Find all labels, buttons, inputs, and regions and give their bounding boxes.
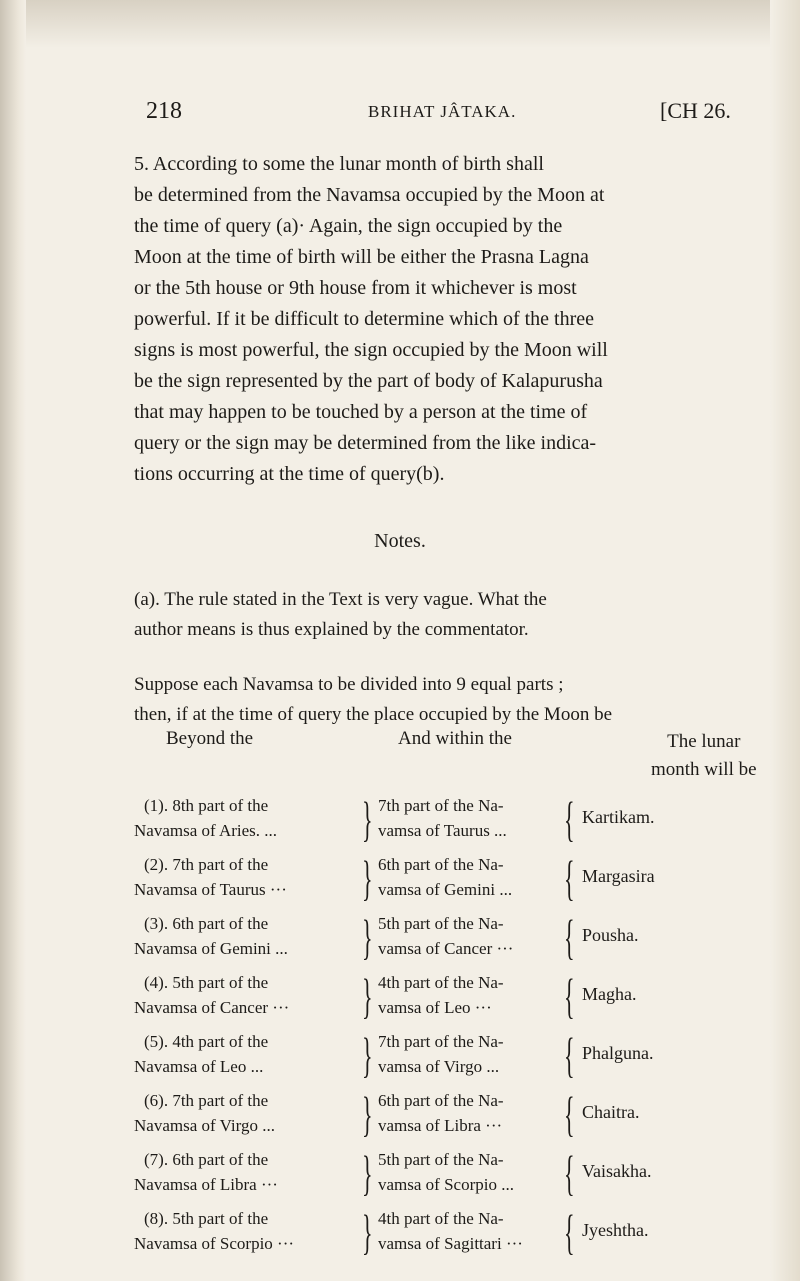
column-header-line: month will be: [651, 759, 757, 780]
within-line: 6th part of the Na-: [378, 855, 504, 874]
month-cell: Magha.: [582, 984, 637, 1004]
brace-icon: }: [362, 1204, 373, 1260]
brace-icon: }: [362, 1145, 373, 1201]
note-a: [134, 585, 754, 645]
table-row: [134, 852, 774, 910]
brace-icon: {: [564, 850, 575, 906]
beyond-line: (7). 6th part of the: [144, 1150, 269, 1169]
brace-icon: }: [362, 968, 373, 1024]
brace-icon: {: [564, 1086, 575, 1142]
beyond-cell: [134, 793, 359, 843]
page-shadow-right: [770, 0, 800, 1281]
within-line: 6th part of the Na-: [378, 1091, 504, 1110]
month-cell: Chaitra.: [582, 1102, 640, 1122]
brace-icon: {: [564, 909, 575, 965]
text-line: the time of query (a)· Again, the sign occupied by the: [134, 215, 563, 237]
beyond-cell: [134, 1206, 359, 1256]
month-cell: Margasira: [582, 866, 655, 886]
beyond-cell: [134, 852, 359, 902]
beyond-line: (1). 8th part of the: [144, 796, 269, 815]
text-line: Moon at the time of birth will be either the Prasna Lagna: [134, 246, 589, 268]
page-shadow-top: [0, 0, 800, 48]
text-line: signs is most powerful, the sign occupied by the Moon will: [134, 339, 608, 361]
brace-icon: }: [362, 791, 373, 847]
page-shadow-left: [0, 0, 26, 1281]
text-line: be the sign represented by the part of body of Kalapurusha: [134, 370, 603, 392]
text-line: Suppose each Navamsa to be divided into 9 equal parts ;: [134, 674, 564, 695]
month-cell: Pousha.: [582, 925, 639, 945]
brace-icon: {: [564, 791, 575, 847]
brace-icon: {: [564, 968, 575, 1024]
chapter-label: [CH 26.: [660, 98, 731, 123]
within-line: vamsa of Libra ···: [378, 1116, 503, 1135]
note-b: [134, 670, 754, 730]
text-line: be determined from the Navamsa occupied by the Moon at: [134, 184, 605, 206]
beyond-line: Navamsa of Scorpio ···: [134, 1234, 295, 1253]
verse-paragraph: [134, 149, 754, 490]
within-line: 4th part of the Na-: [378, 973, 504, 992]
brace-icon: {: [564, 1145, 575, 1201]
within-line: vamsa of Virgo ...: [378, 1057, 500, 1076]
beyond-cell: [134, 970, 359, 1020]
running-title: BRIHAT JÂTAKA.: [368, 102, 517, 121]
within-line: vamsa of Gemini ...: [378, 880, 513, 899]
month-cell: Phalguna.: [582, 1043, 654, 1063]
beyond-line: (8). 5th part of the: [144, 1209, 269, 1228]
column-header-month: [651, 728, 757, 784]
table-row: [134, 970, 774, 1028]
within-line: 5th part of the Na-: [378, 914, 504, 933]
within-line: vamsa of Taurus ...: [378, 821, 507, 840]
beyond-line: Navamsa of Virgo ...: [134, 1116, 275, 1135]
table-row: [134, 1147, 774, 1205]
beyond-line: (2). 7th part of the: [144, 855, 269, 874]
text-line: author means is thus explained by the commentator.: [134, 619, 529, 640]
text-line: (a). The rule stated in the Text is very vague. What the: [134, 589, 547, 610]
beyond-cell: [134, 1147, 359, 1197]
beyond-line: (5). 4th part of the: [144, 1032, 269, 1051]
brace-icon: }: [362, 909, 373, 965]
page-header: [0, 98, 800, 128]
beyond-line: (4). 5th part of the: [144, 973, 269, 992]
beyond-line: (3). 6th part of the: [144, 914, 269, 933]
table-row: [134, 1029, 774, 1087]
within-line: 4th part of the Na-: [378, 1209, 504, 1228]
beyond-line: (6). 7th part of the: [144, 1091, 269, 1110]
beyond-line: Navamsa of Gemini ...: [134, 939, 288, 958]
brace-icon: }: [362, 1027, 373, 1083]
within-line: vamsa of Scorpio ...: [378, 1175, 514, 1194]
brace-icon: }: [362, 850, 373, 906]
month-cell: Vaisakha.: [582, 1161, 652, 1181]
beyond-line: Navamsa of Cancer ···: [134, 998, 290, 1017]
within-line: 7th part of the Na-: [378, 796, 504, 815]
month-cell: Jyeshtha.: [582, 1220, 649, 1240]
beyond-cell: [134, 1088, 359, 1138]
beyond-line: Navamsa of Leo ...: [134, 1057, 264, 1076]
table-row: [134, 1206, 774, 1264]
within-line: 5th part of the Na-: [378, 1150, 504, 1169]
beyond-line: Navamsa of Taurus ···: [134, 880, 287, 899]
text-line: powerful. If it be difficult to determine which of the three: [134, 308, 595, 330]
beyond-cell: [134, 911, 359, 961]
table-row: [134, 793, 774, 851]
table-row: [134, 1088, 774, 1146]
text-line: tions occurring at the time of query(b).: [134, 463, 445, 485]
within-line: vamsa of Leo ···: [378, 998, 492, 1017]
text-line: query or the sign may be determined from the like indica-: [134, 432, 597, 454]
within-line: vamsa of Cancer ···: [378, 939, 514, 958]
within-line: 7th part of the Na-: [378, 1032, 504, 1051]
within-line: vamsa of Sagittari ···: [378, 1234, 523, 1253]
text-line: or the 5th house or 9th house from it whichever is most: [134, 277, 577, 299]
text-line: that may happen to be touched by a person at the time of: [134, 401, 588, 423]
text-line: 5. According to some the lunar month of birth shall: [134, 153, 544, 175]
brace-icon: }: [362, 1086, 373, 1142]
text-line: then, if at the time of query the place occupied by the Moon be: [134, 704, 613, 725]
beyond-line: Navamsa of Libra ···: [134, 1175, 278, 1194]
beyond-cell: [134, 1029, 359, 1079]
page-number: 218: [146, 98, 182, 124]
column-header-line: The lunar: [667, 731, 741, 752]
column-header-beyond: Beyond the: [166, 728, 254, 749]
table-row: [134, 911, 774, 969]
beyond-line: Navamsa of Aries. ...: [134, 821, 278, 840]
notes-heading: Notes.: [374, 530, 426, 552]
month-cell: Kartikam.: [582, 807, 655, 827]
column-header-within: And within the: [398, 728, 512, 749]
brace-icon: {: [564, 1204, 575, 1260]
brace-icon: {: [564, 1027, 575, 1083]
